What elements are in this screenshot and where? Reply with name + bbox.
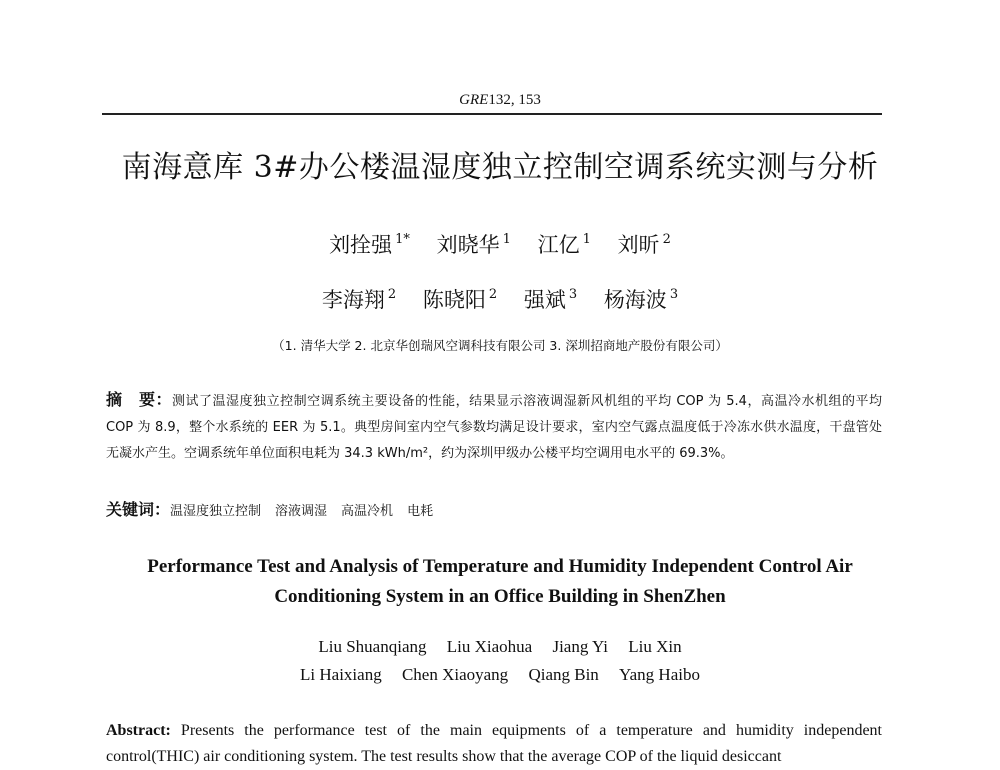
author-cn [524,284,577,314]
author-cn [423,284,497,314]
abstract-en-label: Abstract: [106,722,171,739]
keyword: 温湿度独立控制 [170,504,262,519]
keyword: 溶液调湿 [275,504,328,519]
abstract-en-text: Presents the performance test of the main equipments of a temperature and humidity independent control(THIC) air conditioning system. The test results show that the average COP of the liquid desiccant [106,722,882,765]
english-title [0,552,1000,612]
author-en: Yang Haibo [619,665,700,684]
journal-code-number: 132, 153 [488,92,541,108]
english-title-line-2: Conditioning System in an Office Building in ShenZhen [274,586,726,607]
journal-code-italic: GRE [459,92,489,108]
author-en: Qiang Bin [528,665,599,684]
chinese-authors-row-2 [0,284,1000,314]
author-affiliation-mark: 3 [568,287,578,302]
author-affiliation-mark: 1 [582,232,591,247]
author-name: 陈晓阳 [422,288,486,312]
author-name: 李海翔 [321,288,385,312]
author-affiliation-mark: 1 [502,232,511,247]
author-cn [329,229,410,259]
author-name: 江亿 [537,233,580,257]
chinese-title: 南海意库 3#办公楼温湿度独立控制空调系统实测与分析 [121,150,879,185]
author-cn [618,229,671,259]
affiliations-cn: （1. 清华大学 2. 北京华创瑞风空调科技有限公司 3. 深圳招商地产股份有限公司） [272,338,728,353]
author-cn [322,284,396,314]
author-name: 刘晓华 [436,233,500,257]
author-name: 强斌 [523,288,566,312]
english-authors-row-2 [0,665,1000,685]
keyword: 电耗 [407,504,434,519]
author-en: Liu Xin [628,637,682,656]
author-name: 杨海波 [603,288,667,312]
author-en: Liu Shuanqiang [318,637,427,656]
author-en: Li Haixiang [300,665,382,684]
author-affiliation-mark: 2 [387,287,397,302]
author-cn [604,284,678,314]
keyword: 高温冷机 [341,504,394,519]
chinese-authors-row-1 [0,229,1000,259]
author-affiliation-mark: 2 [488,287,498,302]
author-en: Chen Xiaoyang [401,665,509,684]
journal-reference [0,92,1000,109]
author-name: 刘昕 [617,233,660,257]
abstract-cn [106,387,882,467]
english-title-line-1: Performance Test and Analysis of Temperature and Humidity Independent Control Air [147,556,853,577]
keywords-cn [106,497,882,520]
header-rule [102,113,882,115]
author-affiliation-mark: 1* [395,232,410,247]
english-authors-row-1 [0,637,1000,657]
abstract-cn-label: 摘 要： [106,390,173,409]
keywords-cn-label: 关键词： [106,500,171,519]
author-en: Jiang Yi [552,637,609,656]
author-cn [437,229,511,259]
abstract-en [106,718,882,770]
author-name: 刘拴强 [329,233,393,257]
author-cn [538,229,591,259]
author-affiliation-mark: 3 [669,287,679,302]
abstract-cn-text: 测试了温湿度独立控制空调系统主要设备的性能，结果显示溶液调湿新风机组的平均 COP 为 5.4，高温冷水机组的平均 COP 为 8.9，整个水系统的 EER 为 5.1。典型房间室内空气参数均满足设计要求，室内空气露点温度低于冷冻水供水温度，干盘管处无凝水产生。空调系统年单位面积电耗为 34.3 kWh/m²，约为深圳甲级办公楼平均空调用电水平的 69.3%。 [106,394,882,461]
author-affiliation-mark: 2 [662,232,671,247]
author-en: Liu Xiaohua [446,637,533,656]
